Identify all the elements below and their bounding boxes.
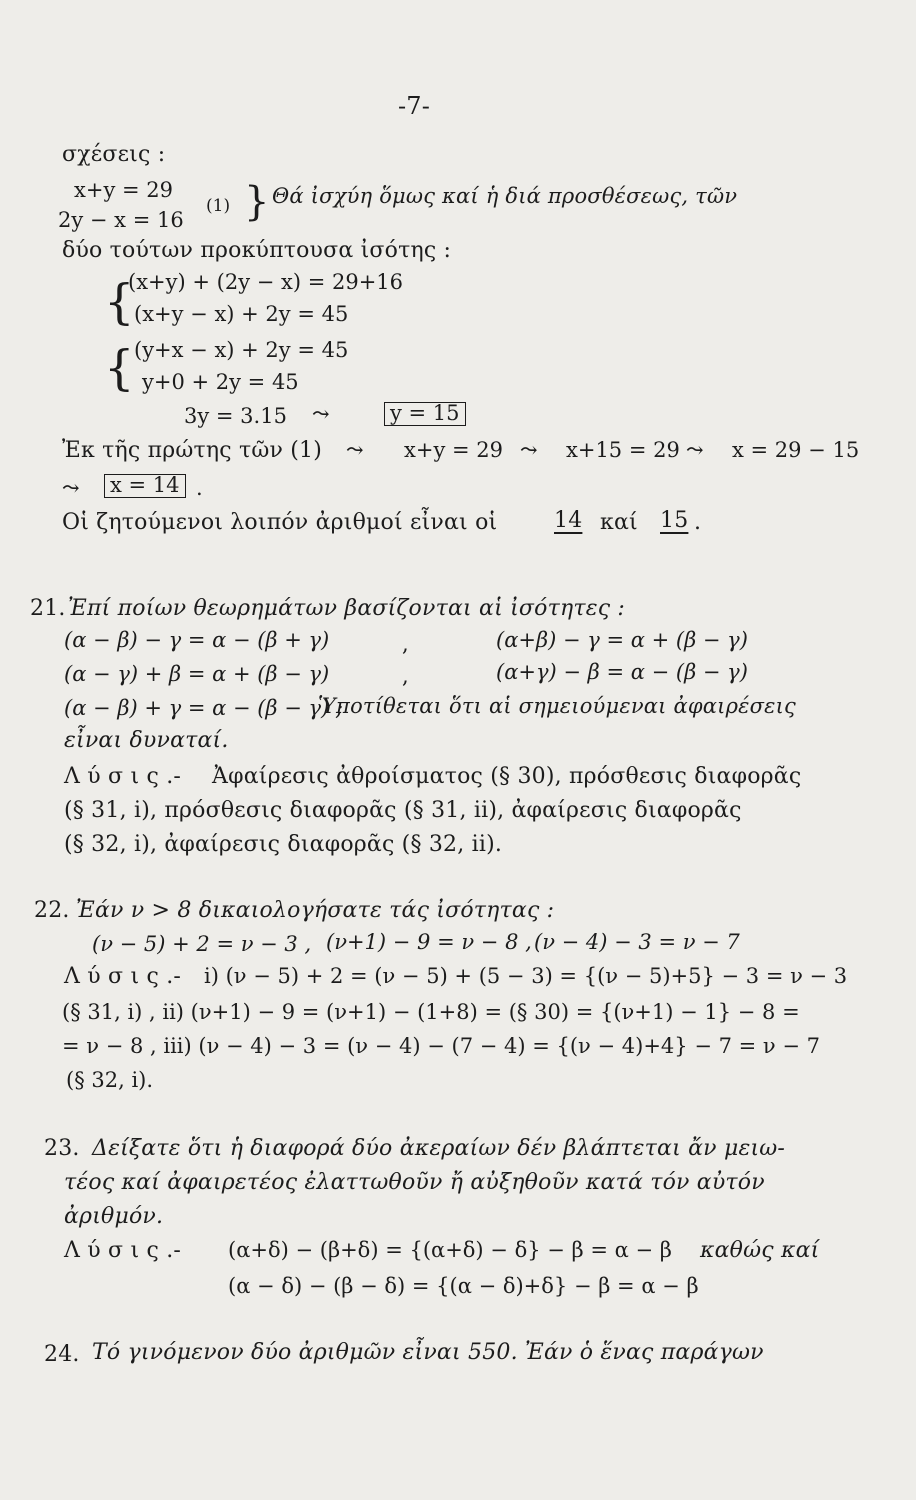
conclusion-text: Οἱ ζητούμενοι λοιπόν ἀριθμοί εἶναι οἱ (62, 510, 498, 535)
system-brace: } (244, 179, 270, 225)
arrow-icon: ⤳ (62, 476, 80, 500)
exercise-22-solution-1: i) (ν − 5) + 2 = (ν − 5) + (5 − 3) = {(ν − 5)+5} − 3 = ν − 3 (204, 964, 848, 988)
exercise-22-eq1: (ν − 5) + 2 = ν − 3 , (92, 932, 312, 956)
exercise-21-solution-1: Ἀφαίρεσις ἀθροίσματος (§ 30), πρόσθεσις διαφορᾶς (212, 764, 802, 789)
exercise-21-note-cont: εἶναι δυναταί. (64, 728, 229, 753)
exercise-23-solution-2: (α − δ) − (β − δ) = {(α − δ)+δ} − β = α − β (228, 1274, 699, 1298)
chain-step-2: x+15 = 29 (566, 438, 680, 462)
arrow-icon: ⤳ (346, 438, 364, 462)
conclusion-and: καί (600, 510, 638, 535)
exercise-21-number: 21. (30, 596, 66, 621)
exercise-22-number: 22. (34, 898, 70, 923)
exercise-22-eq2: (ν+1) − 9 = ν − 8 , (326, 930, 532, 954)
result-x-period: . (196, 476, 203, 500)
exercise-21-comma: , (402, 632, 409, 656)
equation-2: 2y − x = 16 (58, 208, 184, 232)
exercise-22-solution-3: = ν − 8 , iii) (ν − 4) − 3 = (ν − 4) − (7 − 4) = {(ν − 4)+4} − 7 = ν − 7 (62, 1034, 820, 1058)
exercise-22-solution-2: (§ 31, i) , ii) (ν+1) − 9 = (ν+1) − (1+8) = (§ 30) = {(ν+1) − 1} − 8 = (62, 1000, 800, 1024)
exercise-21-solution-3: (§ 32, i), ἀφαίρεσις διαφορᾶς (§ 32, ii). (64, 832, 503, 857)
side-text: Θά ἰσχύη ὅμως καί ἡ διά προσθέσεως, τῶν (272, 184, 738, 208)
system1-line2: (x+y − x) + 2y = 45 (134, 302, 349, 326)
conclusion-number-14: 14 (554, 508, 583, 533)
exercise-23-number: 23. (44, 1136, 80, 1161)
exercise-23-question-1: Δείξατε ὅτι ἡ διαφορά δύο ἀκεραίων δέν βλάπτεται ἄν μειω- (92, 1136, 786, 1161)
chain-step-3: x = 29 − 15 (732, 438, 860, 462)
conclusion-period: . (694, 510, 702, 535)
exercise-22-eq3: (ν − 4) − 3 = ν − 7 (534, 930, 740, 954)
exercise-21-eq5: (α − β) + γ = α − (β − γ) ; (64, 696, 343, 720)
exercise-23-solution-1-tail: καθώς καί (700, 1238, 820, 1263)
exercise-23-question-3: ἀριθμόν. (64, 1204, 164, 1229)
exercise-21-note: Ὑποτίθεται ὅτι αἱ σημειούμεναι ἀφαιρέσεις (318, 694, 797, 718)
line-isotis: δύο τούτων προκύπτουσα ἰσότης : (62, 238, 452, 263)
exercise-21-solution-label: Λ ύ σ ι ς .- (64, 764, 182, 789)
exercise-21-eq2: (α+β) − γ = α + (β − γ) (496, 628, 748, 652)
exercise-23-question-2: τέος καί ἀφαιρετέος ἐλαττωθοῦν ἤ αὐξηθοῦν κατά τόν αὐτόν (64, 1170, 765, 1195)
exercise-22-solution-4: (§ 32, i). (66, 1068, 154, 1092)
exercise-21-eq1: (α − β) − γ = α − (β + γ) (64, 628, 330, 652)
exercise-22-question: Ἐάν ν > 8 δικαιολογήσατε τάς ἰσότητας : (76, 898, 555, 923)
exercise-21-question: Ἐπί ποίων θεωρημάτων βασίζονται αἱ ἰσότητες : (68, 596, 626, 621)
arrow-icon: ⤳ (312, 402, 330, 426)
equation-label: (1) (206, 196, 231, 216)
exercise-23-solution-1: (α+δ) − (β+δ) = {(α+δ) − δ} − β = α − β (228, 1238, 672, 1262)
exercise-24-text: Τό γινόμενον δύο ἀριθμῶν εἶναι 550. Ἐάν ὁ ἕνας παράγων (92, 1340, 764, 1365)
exercise-21-eq4: (α+γ) − β = α − (β − γ) (496, 660, 748, 684)
arrow-icon: ⤳ (520, 438, 538, 462)
arrow-icon: ⤳ (686, 438, 704, 462)
exercise-23-solution-label: Λ ύ σ ι ς .- (64, 1238, 182, 1263)
conclusion-number-15: 15 (660, 508, 689, 533)
system1-line1: (x+y) + (2y − x) = 29+16 (128, 270, 404, 294)
exercise-21-eq3: (α − γ) + β = α + (β − γ) (64, 662, 330, 686)
result-y-boxed: y = 15 (384, 402, 466, 426)
result-y-expression: 3y = 3.15 (184, 404, 287, 428)
page-number: -7- (398, 92, 431, 120)
from-first-text: Ἐκ τῆς πρώτης τῶν (1) (62, 438, 323, 463)
exercise-21-solution-2: (§ 31, i), πρόσθεσις διαφορᾶς (§ 31, ii), ἀφαίρεσις διαφορᾶς (64, 798, 742, 823)
system2-line2: y+0 + 2y = 45 (142, 370, 299, 394)
exercise-22-solution-label: Λ ύ σ ι ς .- (64, 964, 182, 989)
result-x-boxed: x = 14 (104, 474, 186, 498)
system2-line1: (y+x − x) + 2y = 45 (134, 338, 349, 362)
system2-brace: { (104, 340, 135, 396)
exercise-21-comma: , (402, 664, 409, 688)
exercise-24-number: 24. (44, 1342, 80, 1367)
chain-step-1: x+y = 29 (404, 438, 503, 462)
equation-1: x+y = 29 (74, 178, 173, 202)
system1-brace: { (104, 274, 135, 330)
intro-line: σχέσεις : (62, 142, 166, 167)
